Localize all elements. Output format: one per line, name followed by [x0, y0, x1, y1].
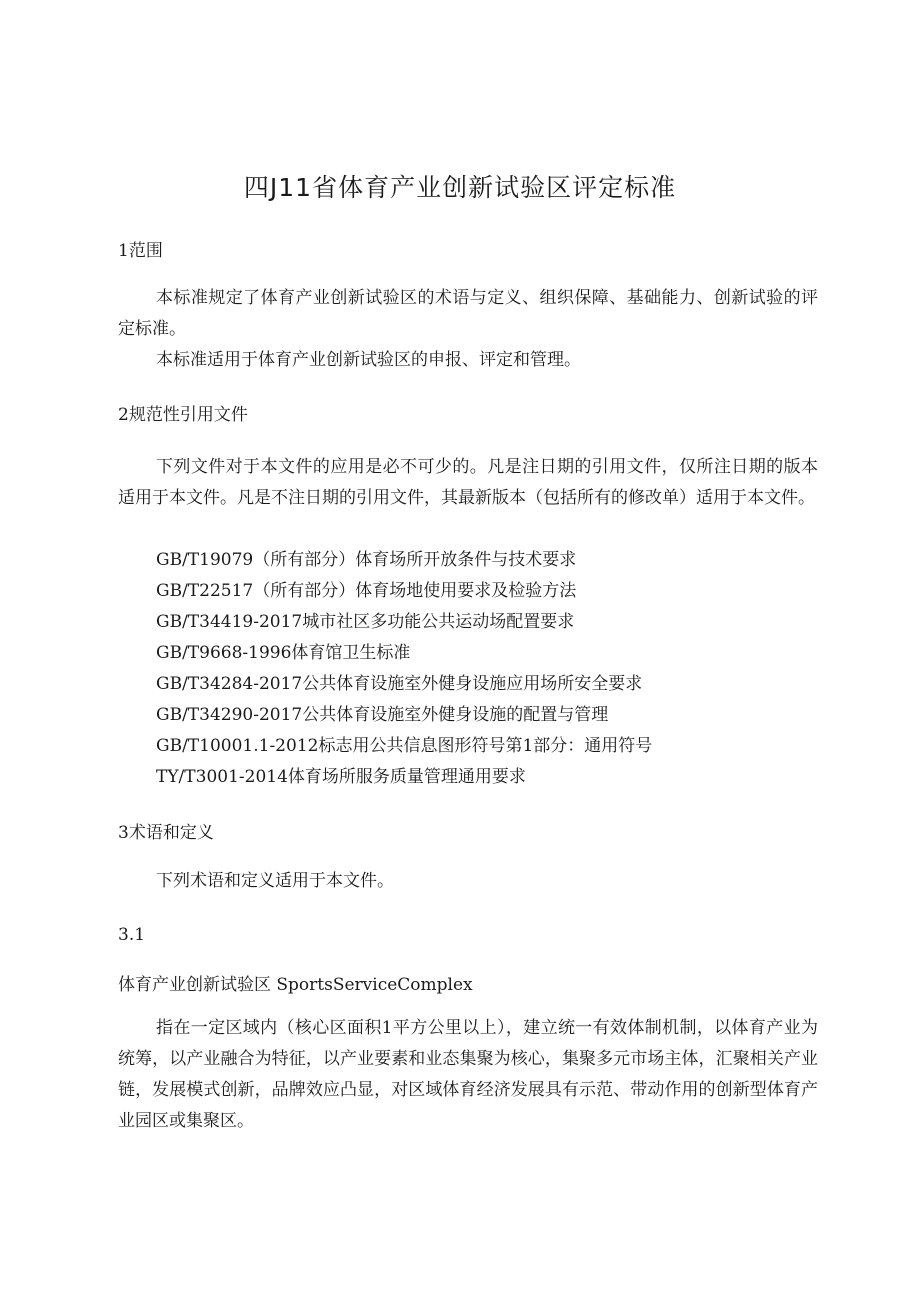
reference-item: GB/T34290-2017公共体育设施室外健身设施的配置与管理	[156, 705, 609, 725]
reference-item: GB/T34419-2017城市社区多功能公共运动场配置要求	[156, 612, 575, 632]
section-1-heading: 1范围	[118, 241, 163, 261]
section-3-heading: 3术语和定义	[118, 823, 214, 843]
section-2-heading: 2规范性引用文件	[118, 405, 248, 425]
section-1-paragraph-1: 本标准规定了体育产业创新试验区的术语与定义、组织保障、基础能力、创新试验的评定标准。	[118, 288, 818, 339]
reference-list	[156, 545, 652, 793]
reference-item: GB/T9668-1996体育馆卫生标准	[156, 643, 411, 663]
term-heading: 体育产业创新试验区 SportsServiceComplex	[118, 975, 473, 995]
term-definition: 指在一定区域内（核心区面积1平方公里以上），建立统一有效体制机制，以体育产业为统筹，以产业融合为特征，以产业要素和业态集聚为核心，集聚多元市场主体，汇聚相关产业链，发展模式创新，品牌效应凸显，对区域体育经济发展具有示范、带动作用的创新型体育产业园区或集聚区。	[118, 1018, 818, 1131]
reference-item: GB/T22517（所有部分）体育场地使用要求及检验方法	[156, 581, 577, 601]
section-1-paragraph-2: 本标准适用于体育产业创新试验区的申报、评定和管理。	[156, 350, 581, 370]
section-2-intro: 下列文件对于本文件的应用是必不可少的。凡是注日期的引用文件，仅所注日期的版本适用于本文件。凡是不注日期的引用文件，其最新版本（包括所有的修改单）适用于本文件。	[118, 457, 818, 508]
reference-item: GB/T10001.1-2012标志用公共信息图形符号第1部分：通用符号	[156, 736, 653, 756]
reference-item: TY/T3001-2014体育场所服务质量管理通用要求	[156, 767, 526, 787]
document-title: 四J11省体育产业创新试验区评定标准	[243, 173, 677, 202]
reference-item: GB/T19079（所有部分）体育场所开放条件与技术要求	[156, 550, 577, 570]
subsection-number: 3.1	[118, 925, 146, 945]
section-3-intro: 下列术语和定义适用于本文件。	[156, 871, 394, 891]
reference-item: GB/T34284-2017公共体育设施室外健身设施应用场所安全要求	[156, 674, 643, 694]
